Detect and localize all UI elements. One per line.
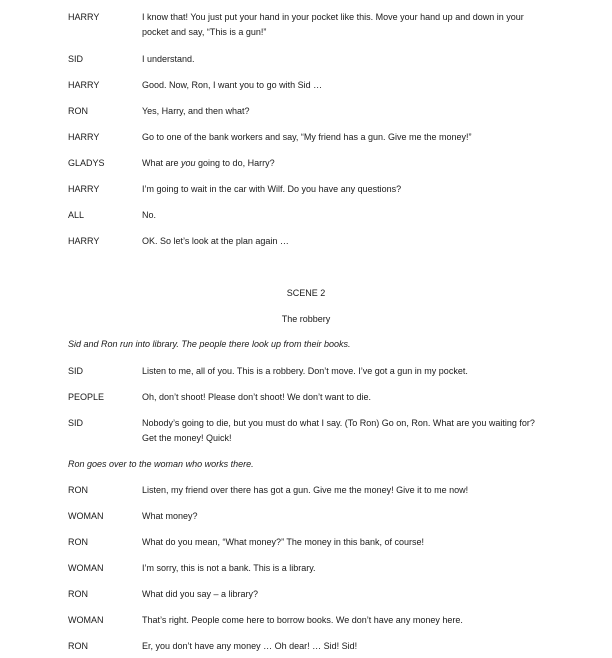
dialogue-text: Oh, don’t shoot! Please don’t shoot! We don’t want to die. (142, 392, 371, 402)
dialogue-text: Er, you don’t have any money … Oh dear! … Sid! Sid! (142, 641, 358, 651)
speaker-name: RON (68, 485, 88, 495)
dialogue-text: What do you mean, “What money?” The money in this bank, of course! (142, 537, 424, 547)
speaker-name: WOMAN (68, 615, 104, 625)
speaker-name: RON (68, 589, 88, 599)
stage-direction: Ron goes over to the woman who works there. (68, 459, 254, 469)
speaker-name: SID (68, 54, 84, 64)
speaker-name: GLADYS (68, 158, 105, 168)
dialogue-text: I’m going to wait in the car with Wilf. Do you have any questions? (142, 184, 402, 194)
dialogue-text-part: What are (142, 158, 182, 168)
stage-direction: Sid and Ron run into library. The people there look up from their books. (68, 339, 351, 349)
dialogue-text: I understand. (142, 54, 195, 64)
dialogue-text: Listen, my friend over there has got a gun. Give me the money! Give it to me now! (142, 485, 469, 495)
speaker-name: HARRY (68, 132, 100, 142)
speaker-name: HARRY (68, 80, 100, 90)
dialogue-text: Nobody’s going to die, but you must do what I say. (To Ron) Go on, Ron. What are you waiting for? Get the money! Quick! (142, 418, 535, 443)
dialogue-text: That’s right. People come here to borrow books. We don’t have any money here. (142, 615, 463, 625)
scene-number: SCENE 2 (286, 288, 326, 298)
speaker-name: SID (68, 366, 84, 376)
dialogue-text: What did you say – a library? (142, 589, 259, 599)
speaker-name: RON (68, 641, 88, 651)
dialogue-text: Yes, Harry, and then what? (142, 106, 250, 116)
dialogue-text: Go to one of the bank workers and say, “My friend has a gun. Give me the money!” (142, 132, 472, 142)
dialogue-text: I know that! You just put your hand in your pocket like this. Move your hand up and down in your pocket and say, “This is a gun!” (142, 12, 524, 37)
speaker-name: PEOPLE (68, 392, 105, 402)
speaker-name: ALL (68, 210, 85, 220)
dialogue-text: What money? (142, 511, 198, 521)
speaker-name: HARRY (68, 184, 100, 194)
dialogue-text: Good. Now, Ron, I want you to go with Sid … (142, 80, 323, 90)
speaker-name: WOMAN (68, 563, 104, 573)
scene-title: The robbery (281, 314, 331, 324)
dialogue-text: Listen to me, all of you. This is a robbery. Don’t move. I’ve got a gun in my pocket. (142, 366, 468, 376)
speaker-name: RON (68, 106, 88, 116)
dialogue-text-part: going to do, Harry? (195, 158, 275, 168)
speaker-name: WOMAN (68, 511, 104, 521)
dialogue-text (142, 156, 542, 171)
speaker-name: HARRY (68, 12, 100, 22)
speaker-name: RON (68, 537, 88, 547)
dialogue-emphasis: you (181, 158, 196, 168)
dialogue-text: OK. So let’s look at the plan again … (142, 236, 289, 246)
dialogue-text: I’m sorry, this is not a bank. This is a library. (142, 563, 316, 573)
speaker-name: SID (68, 418, 84, 428)
speaker-name: HARRY (68, 236, 100, 246)
dialogue-text: No. (142, 210, 157, 220)
